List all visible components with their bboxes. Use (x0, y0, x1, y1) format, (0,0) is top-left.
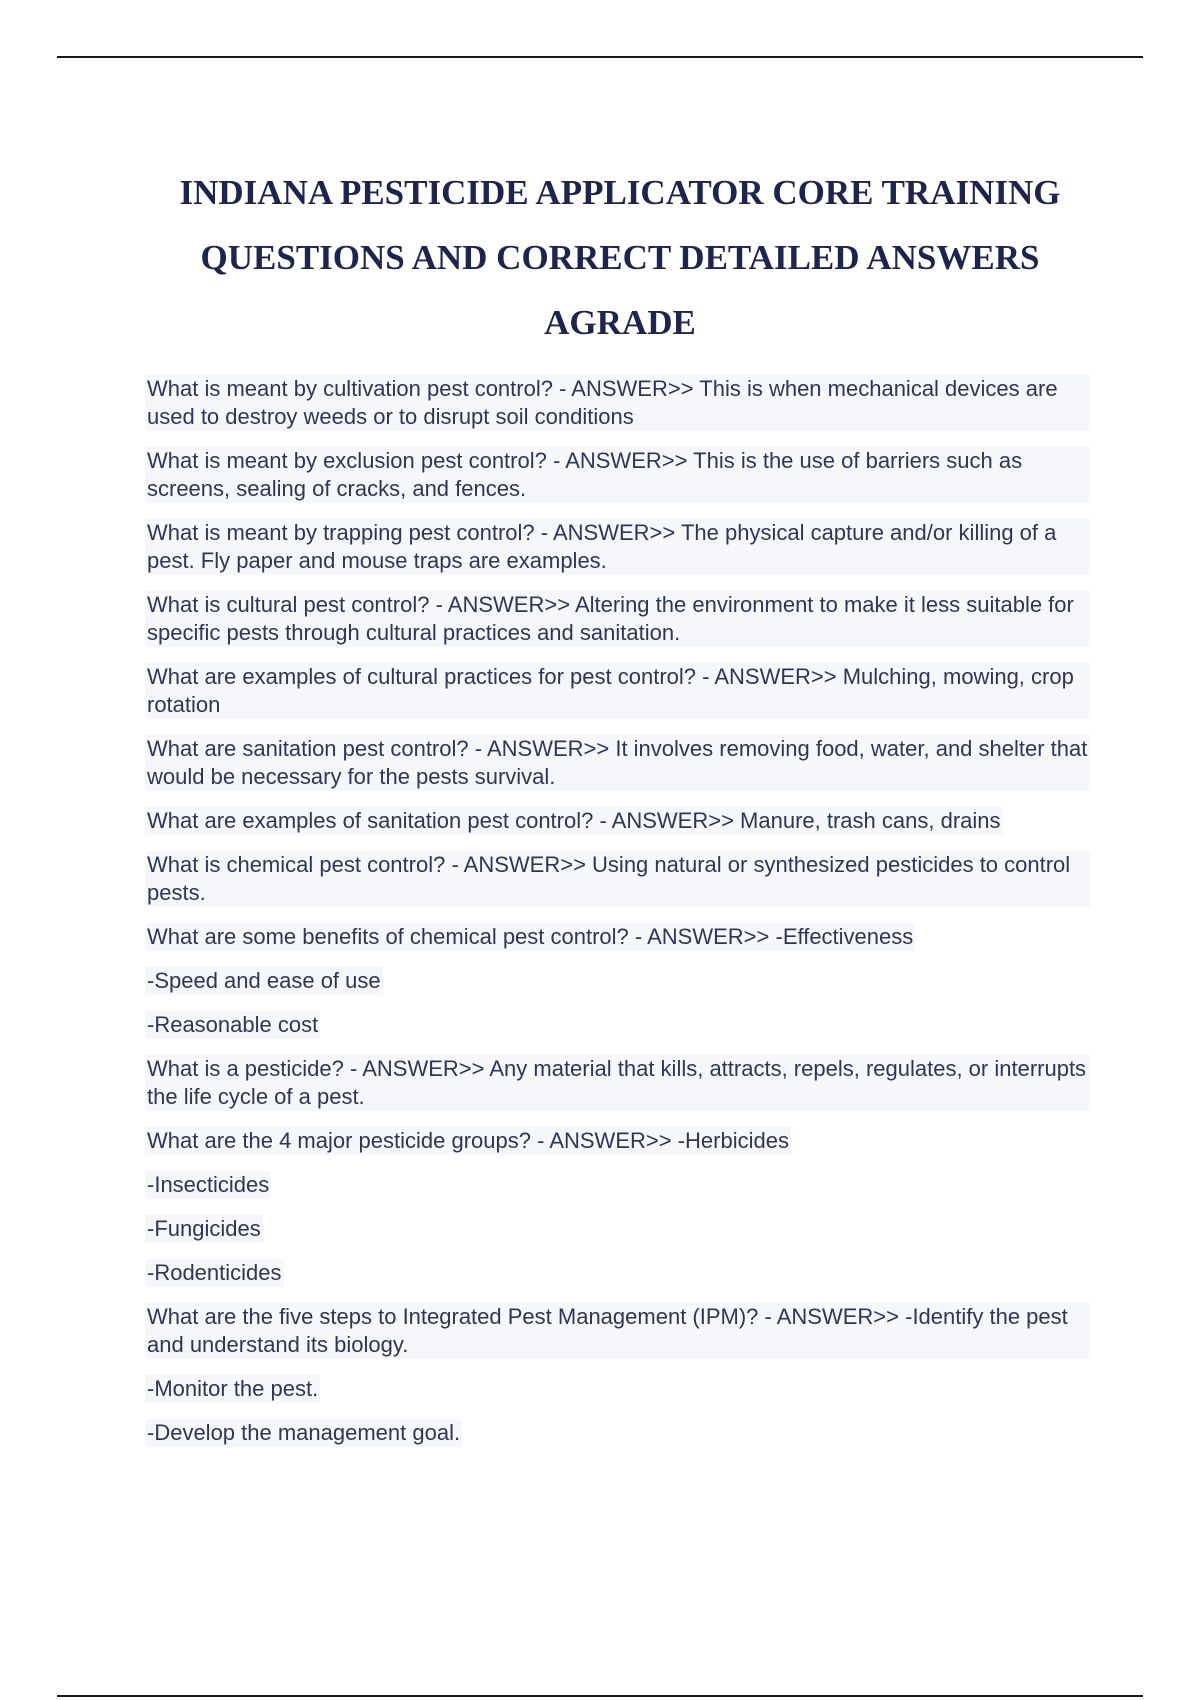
qa-paragraph-trapping: What is meant by trapping pest control? - ANSWER>> The physical capture and/or killing of a pest. Fly paper and mouse traps are examples. (145, 519, 1090, 575)
list-item-cost: -Reasonable cost (147, 1012, 319, 1037)
qa-paragraph-ipm-steps: What are the five steps to Integrated Pest Management (IPM)? - ANSWER>> -Identify the pest and understand its biology. (145, 1303, 1090, 1359)
document-title (100, 160, 1140, 355)
qa-paragraph-chemical: What is chemical pest control? - ANSWER>> Using natural or synthesized pesticides to control pests. (145, 851, 1090, 907)
title-line-1: INDIANA PESTICIDE APPLICATOR CORE TRAINING (179, 173, 1061, 212)
qa-paragraph-exclusion: What is meant by exclusion pest control? - ANSWER>> This is the use of barriers such as screens, sealing of cracks, and fences. (145, 447, 1090, 503)
list-item-speed: -Speed and ease of use (147, 968, 381, 993)
qa-paragraph-cultivation: What is meant by cultivation pest control? - ANSWER>> This is when mechanical devices are used to destroy weeds or to disrupt soil conditions (145, 375, 1090, 431)
list-item-rodenticides: -Rodenticides (147, 1260, 282, 1285)
list-item-insecticides: -Insecticides (147, 1172, 270, 1197)
list-item-fungicides: -Fungicides (147, 1216, 261, 1241)
qa-paragraph-chemical-benefits: What are some benefits of chemical pest control? - ANSWER>> -Effectiveness (147, 924, 914, 949)
header-rule (57, 56, 1143, 58)
qa-paragraph-cultural: What is cultural pest control? - ANSWER>> Altering the environment to make it less suitable for specific pests through cultural practices and sanitation. (145, 591, 1090, 647)
footer-rule (57, 1695, 1143, 1697)
qa-paragraph-pesticide-groups: What are the 4 major pesticide groups? - ANSWER>> -Herbicides (147, 1128, 789, 1153)
qa-paragraph-pesticide: What is a pesticide? - ANSWER>> Any material that kills, attracts, repels, regulates, or interrupts the life cycle of a pest. (145, 1055, 1090, 1111)
qa-content (145, 375, 1090, 1463)
list-item-goal: -Develop the management goal. (147, 1420, 461, 1445)
list-item-monitor: -Monitor the pest. (147, 1376, 319, 1401)
qa-paragraph-sanitation: What are sanitation pest control? - ANSWER>> It involves removing food, water, and shelter that would be necessary for the pests survival. (145, 735, 1090, 791)
qa-paragraph-sanitation-examples: What are examples of sanitation pest control? - ANSWER>> Manure, trash cans, drains (147, 808, 1001, 833)
title-line-2: QUESTIONS AND CORRECT DETAILED ANSWERS (200, 238, 1040, 277)
title-line-3: AGRADE (544, 303, 696, 342)
qa-paragraph-cultural-examples: What are examples of cultural practices for pest control? - ANSWER>> Mulching, mowing, crop rotation (145, 663, 1090, 719)
